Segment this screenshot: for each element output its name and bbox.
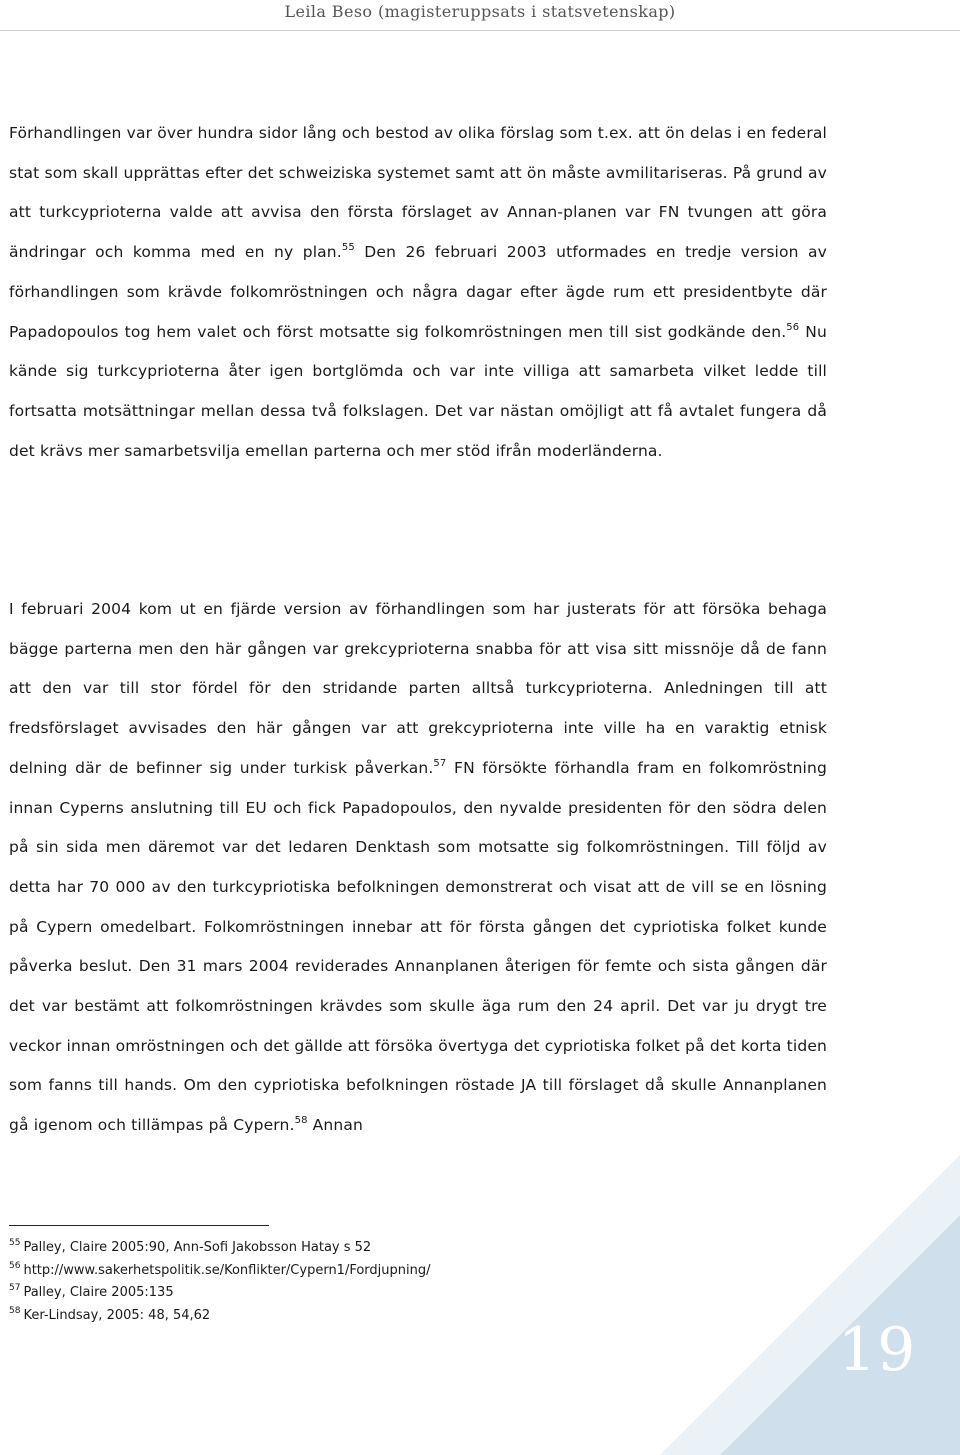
page-corner-decoration [660,1155,960,1455]
footnote-text: Palley, Claire 2005:135 [23,1285,174,1300]
paragraph-text: Annan [307,1116,363,1135]
footnote-number: 56 [9,1260,21,1271]
paragraph-text: FN försökte förhandla fram en folkomröstning innan Cyperns anslutning till EU och fick Papadopoulos, den nyvalde presidenten för den södra delen på sin sida men däremot var det ledaren Denktash som motsatte sig folkomröstningen. Till följd av detta har 70 000 av den turkcypriotiska befolkningen demonstrerat och visat att de vill se en lösning på Cypern omedelbart. Folkomröstningen innebar att för första gången det cypriotiska folket kunde påverka beslut. Den 31 mars 2004 reviderades Annanplanen återigen för femte och sista gången där det var bestämt att folkomröstningen krävdes som skulle äga rum den 24 april. Det var ju drygt tre veckor innan omröstningen och det gällde att försöka övertyga det cypriotiska folket på det korta tiden som fanns till hands. Om den cypriotiska befolkningen röstade JA till förslaget då skulle Annanplanen gå igenom och tillämpas på Cypern. [9,758,827,1135]
footnote-number: 55 [9,1238,21,1248]
footnote-reference[interactable]: 58 [294,1115,308,1127]
paragraph-text: Förhandlingen var över hundra sidor lång och bestod av olika förslag som t.ex. att ön delas i en federal stat som skall upprättas efter det schweiziska systemet samt att ön måste avmilitariseras. På grund av att turkcyprioterna valde att avvisa den första förslaget av Annan-planen var FN tvungen att göra ändringar och komma med en ny plan. [9,124,827,262]
footnote-reference[interactable]: 57 [433,757,447,769]
paragraph-text: I februari 2004 kom ut en fjärde version av förhandlingen som har justerats för att försöka behaga bägge parterna men den här gången var grekcyprioterna snabba för att visa sitt missnöje då de fann att den var till stor fördel för den stridande parten alltså turkcyprioterna. Anledningen till att fredsförslaget avvisades den här gången var att grekcyprioterna inte ville ha en varaktig etnisk delning där de befinner sig under turkisk påverkan. [9,600,827,777]
footnote-reference[interactable]: 55 [341,242,355,254]
body-paragraph-2 [9,590,827,1146]
footnote-reference[interactable]: 56 [786,321,800,333]
paragraph-text: Nu kände sig turkcyprioterna åter igen bortglömda och var inte villiga att samarbeta vilket ledde till fortsatta motsättningar mellan dessa två folkslagen. Det var nästan omöjligt att få avtalet fungera då det krävs mer samarbetsvilja emellan parterna och mer stöd ifrån moderländerna. [9,322,828,460]
footnote-separator [9,1225,269,1226]
paragraph-text: Den 26 februari 2003 utformades en tredje version av förhandlingen som krävde folkomröstningen och några dagar efter ägde rum ett presidentbyte där Papadopoulos tog hem valet och först motsatte sig folkomröstningen men till sist godkände den. [9,243,827,341]
running-header: Leila Beso (magisteruppsats i statsvetenskap) [0,0,960,31]
footnote-text: Palley, Claire 2005:90, Ann-Sofi Jakobsson Hatay s 52 [23,1240,372,1255]
footnote-number: 58 [9,1305,21,1316]
footnote-number: 57 [9,1283,21,1293]
footnote-link[interactable]: http://www.sakerhetspolitik.se/Konflikter/Cypern1/Fordjupning/ [23,1262,431,1278]
page-number: 19 [838,1315,917,1385]
footnote-text: Ker-Lindsay, 2005: 48, 54,62 [23,1307,211,1323]
body-paragraph-1 [9,114,827,471]
